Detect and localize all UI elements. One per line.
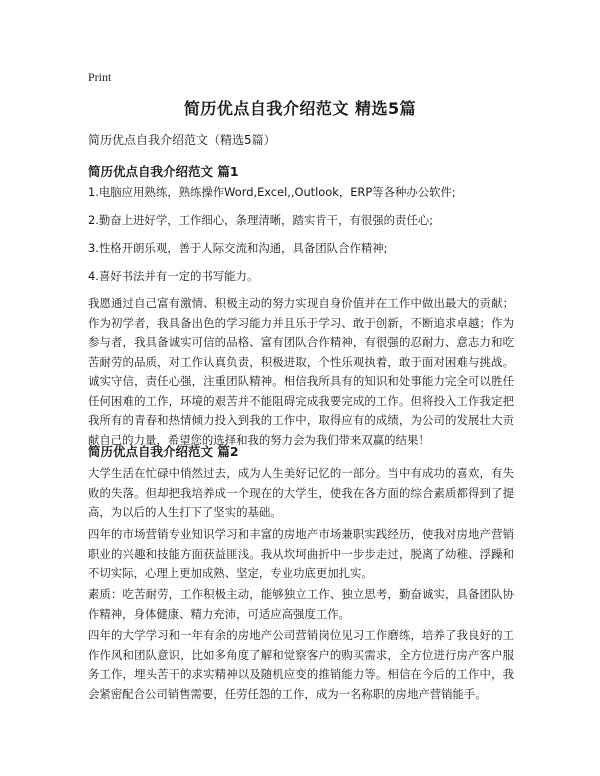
section-1-heading: 简历优点自我介绍范文 篇1 xyxy=(88,164,239,179)
page-title: 简历优点自我介绍范文 精选5篇 xyxy=(183,99,417,118)
section-2-paragraph-3: 素质：吃苦耐劳，工作积极主动，能够独立工作、独立思考，勤奋诚实，具备团队协作精神，身体健康、精力充沛，可适应高强度工作。 xyxy=(88,587,514,621)
section-1-item-4: 4.喜好书法并有一定的书写能力。 xyxy=(88,269,259,283)
section-1-item-1: 1.电脑应用熟练，熟练操作Word,Excel,,Outlook，ERP等各种办公软件; xyxy=(88,185,456,199)
section-2-heading: 简历优点自我介绍范文 篇2 xyxy=(88,444,239,459)
section-1-item-2: 2.勤奋上进好学，工作细心，条理清晰，踏实肯干，有很强的责任心; xyxy=(88,213,434,227)
print-link[interactable]: Print xyxy=(88,70,112,84)
section-2-paragraph-1: 大学生活在忙碌中悄然过去，成为人生美好记忆的一部分。当中有成功的喜欢，有失败的失落。但却把我培养成一个现在的大学生，使我在各方面的综合素质都得到了提高，为以后的人生打下了坚实的基础。 xyxy=(88,466,514,519)
section-2-paragraph-2: 四年的市场营销专业知识学习和丰富的房地产市场兼职实践经历，使我对房地产营销职业的兴趣和技能方面获益匪浅。我从坎坷曲折中一步步走过，脱离了幼稚、浮躁和不切实际，心理上更加成熟、坚定，专业功底更加扎实。 xyxy=(88,527,514,580)
section-2-paragraph-4: 四年的大学学习和一年有余的房地产公司营销岗位见习工作磨练，培养了我良好的工作作风和团队意识，比如多角度了解和觉察客户的购买需求，全方位进行房产客户服务工作，埋头苦干的求实精神以及随机应变的推销能力等。相信在今后的工作中，我会紧密配合公司销售需要，任劳任怨的工作，成为一名称职的房地产营销能手。 xyxy=(88,628,514,701)
section-1-item-3: 3.性格开朗乐观，善于人际交流和沟通，具备团队合作精神; xyxy=(88,241,388,255)
section-1-paragraph: 我愿通过自己富有激情、积极主动的努力实现自身价值并在工作中做出最大的贡献；作为初学者，我具备出色的学习能力并且乐于学习、敢于创新，不断追求卓越；作为参与者，我具备诚实可信的品格、富有团队合作精神，有很强的忍耐力、意志力和吃苦耐劳的品质，对工作认真负责，积极进取，个性乐观执着，敢于面对困难与挑战。诚实守信，责任心强，注重团队精神。相信我所具有的知识和处事能力完全可以胜任任何困难的工作，环境的艰苦并不能阻碍完成我要完成的工作。但将投入工作我定把我所有的青春和热情倾力投入到我的工作中，取得应有的成绩，为公司的发展壮大贡献自己的力量，希望您的选择和我的努力会为我们带来双赢的结果！ xyxy=(88,296,514,447)
subtitle: 简历优点自我介绍范文（精选5篇） xyxy=(88,133,276,147)
